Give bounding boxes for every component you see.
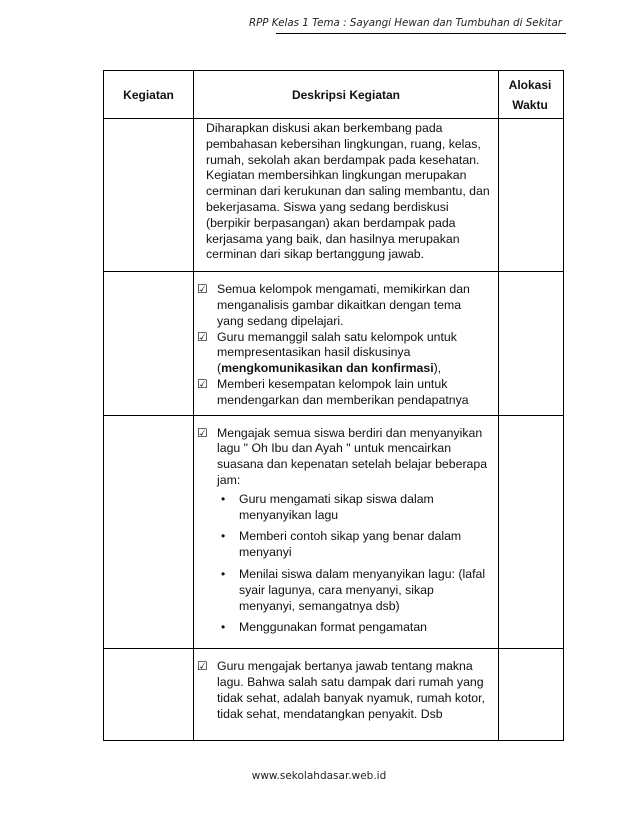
kegiatan-cell	[104, 119, 194, 271]
header-deskripsi: Deskripsi Kegiatan	[194, 71, 499, 118]
checklist-item	[194, 377, 494, 409]
header-alokasi: Alokasi	[508, 77, 552, 92]
checkbox-checked-icon: ☑	[197, 659, 208, 674]
list-item	[217, 567, 488, 614]
table-row	[104, 118, 563, 271]
activity-table	[103, 70, 564, 741]
header-waktu: Waktu	[512, 97, 548, 112]
description-checklist	[194, 272, 499, 414]
checklist-text	[217, 330, 494, 377]
page-header: RPP Kelas 1 Tema : Sayangi Hewan dan Tumbuhan di Sekitar	[248, 17, 562, 29]
description-checklist	[194, 649, 499, 740]
bullet-text: Menggunakan format pengamatan	[239, 620, 427, 635]
bullet-icon: •	[221, 620, 226, 635]
list-item	[217, 529, 488, 561]
bullet-list	[217, 492, 488, 636]
checklist-text-part: Guru memanggil salah satu kelompok untuk mempresentasikan hasil diskusinya (	[217, 329, 457, 376]
list-item	[217, 620, 488, 636]
kegiatan-cell	[104, 416, 194, 649]
bullet-icon: •	[221, 566, 226, 581]
checkbox-checked-icon: ☑	[197, 282, 208, 297]
checklist-text: Semua kelompok mengamati, memikirkan dan menganalisis gambar dikaitkan dengan tema yang sedang dipelajari.	[217, 282, 470, 328]
checklist-text: Memberi kesempatan kelompok lain untuk mendengarkan dan memberikan pendapatnya	[217, 376, 469, 407]
bullet-icon: •	[221, 491, 226, 506]
table-row	[104, 271, 563, 414]
description-paragraph: Diharapkan diskusi akan berkembang pada pembahasan kebersihan lingkungan, ruang, kelas, rumah, sekolah akan berdampak pada kesehatan. Kegiatan membersihkan lingkungan merupakan cerminan dari kerukunan dan saling membantu, dan bekerjasama. Siswa yang sedang berdiskusi (berpikir berpasangan) akan berdampak pada kerjasama yang baik, dan hasilnya merupakan cerminan dari sikap bertanggung jawab.	[194, 119, 499, 271]
checkbox-checked-icon: ☑	[197, 329, 208, 344]
page-footer: www.sekolahdasar.web.id	[251, 770, 387, 782]
list-item	[217, 492, 488, 524]
alokasi-cell	[499, 119, 561, 271]
checklist-text: Mengajak semua siswa berdiri dan menyanyikan lagu " Oh Ibu dan Ayah " untuk mencairkan suasana dan kepenatan setelah belajar beberapa jam:	[217, 425, 488, 487]
checkbox-checked-icon: ☑	[197, 425, 208, 440]
alokasi-cell	[499, 416, 561, 649]
checklist-content	[217, 426, 494, 643]
checklist-item	[194, 330, 494, 377]
header-rule	[276, 33, 566, 34]
header-kegiatan: Kegiatan	[104, 71, 194, 118]
bullet-text: Menilai siswa dalam menyanyikan lagu: (lafal syair lagunya, cara menyanyi, sikap menyanyi, semangatnya dsb)	[239, 566, 486, 613]
checklist-item	[194, 659, 494, 722]
kegiatan-cell	[104, 649, 194, 740]
checklist-bold-text: mengkomunikasikan dan konfirmasi	[221, 361, 434, 376]
alokasi-cell	[499, 272, 561, 414]
bullet-icon: •	[221, 529, 226, 544]
checklist-text-end: ),	[433, 361, 442, 376]
description-checklist	[194, 416, 499, 649]
checkbox-checked-icon: ☑	[197, 376, 208, 391]
bullet-text: Memberi contoh sikap yang benar dalam menyanyi	[239, 529, 462, 560]
checklist-item	[194, 426, 494, 643]
table-header-row	[104, 71, 563, 118]
table-row	[104, 415, 563, 649]
bullet-text: Guru mengamati sikap siswa dalam menyanyikan lagu	[239, 491, 434, 522]
kegiatan-cell	[104, 272, 194, 414]
table-row	[104, 648, 563, 740]
checklist-item	[194, 282, 494, 329]
header-alokasi-waktu	[499, 71, 561, 118]
alokasi-cell	[499, 649, 561, 740]
checklist-text: Guru mengajak bertanya jawab tentang makna lagu. Bahwa salah satu dampak dari rumah yang tidak sehat, adalah banyak nyamuk, rumah kotor, tidak sehat, mendatangkan penyakit. Dsb	[217, 659, 485, 721]
